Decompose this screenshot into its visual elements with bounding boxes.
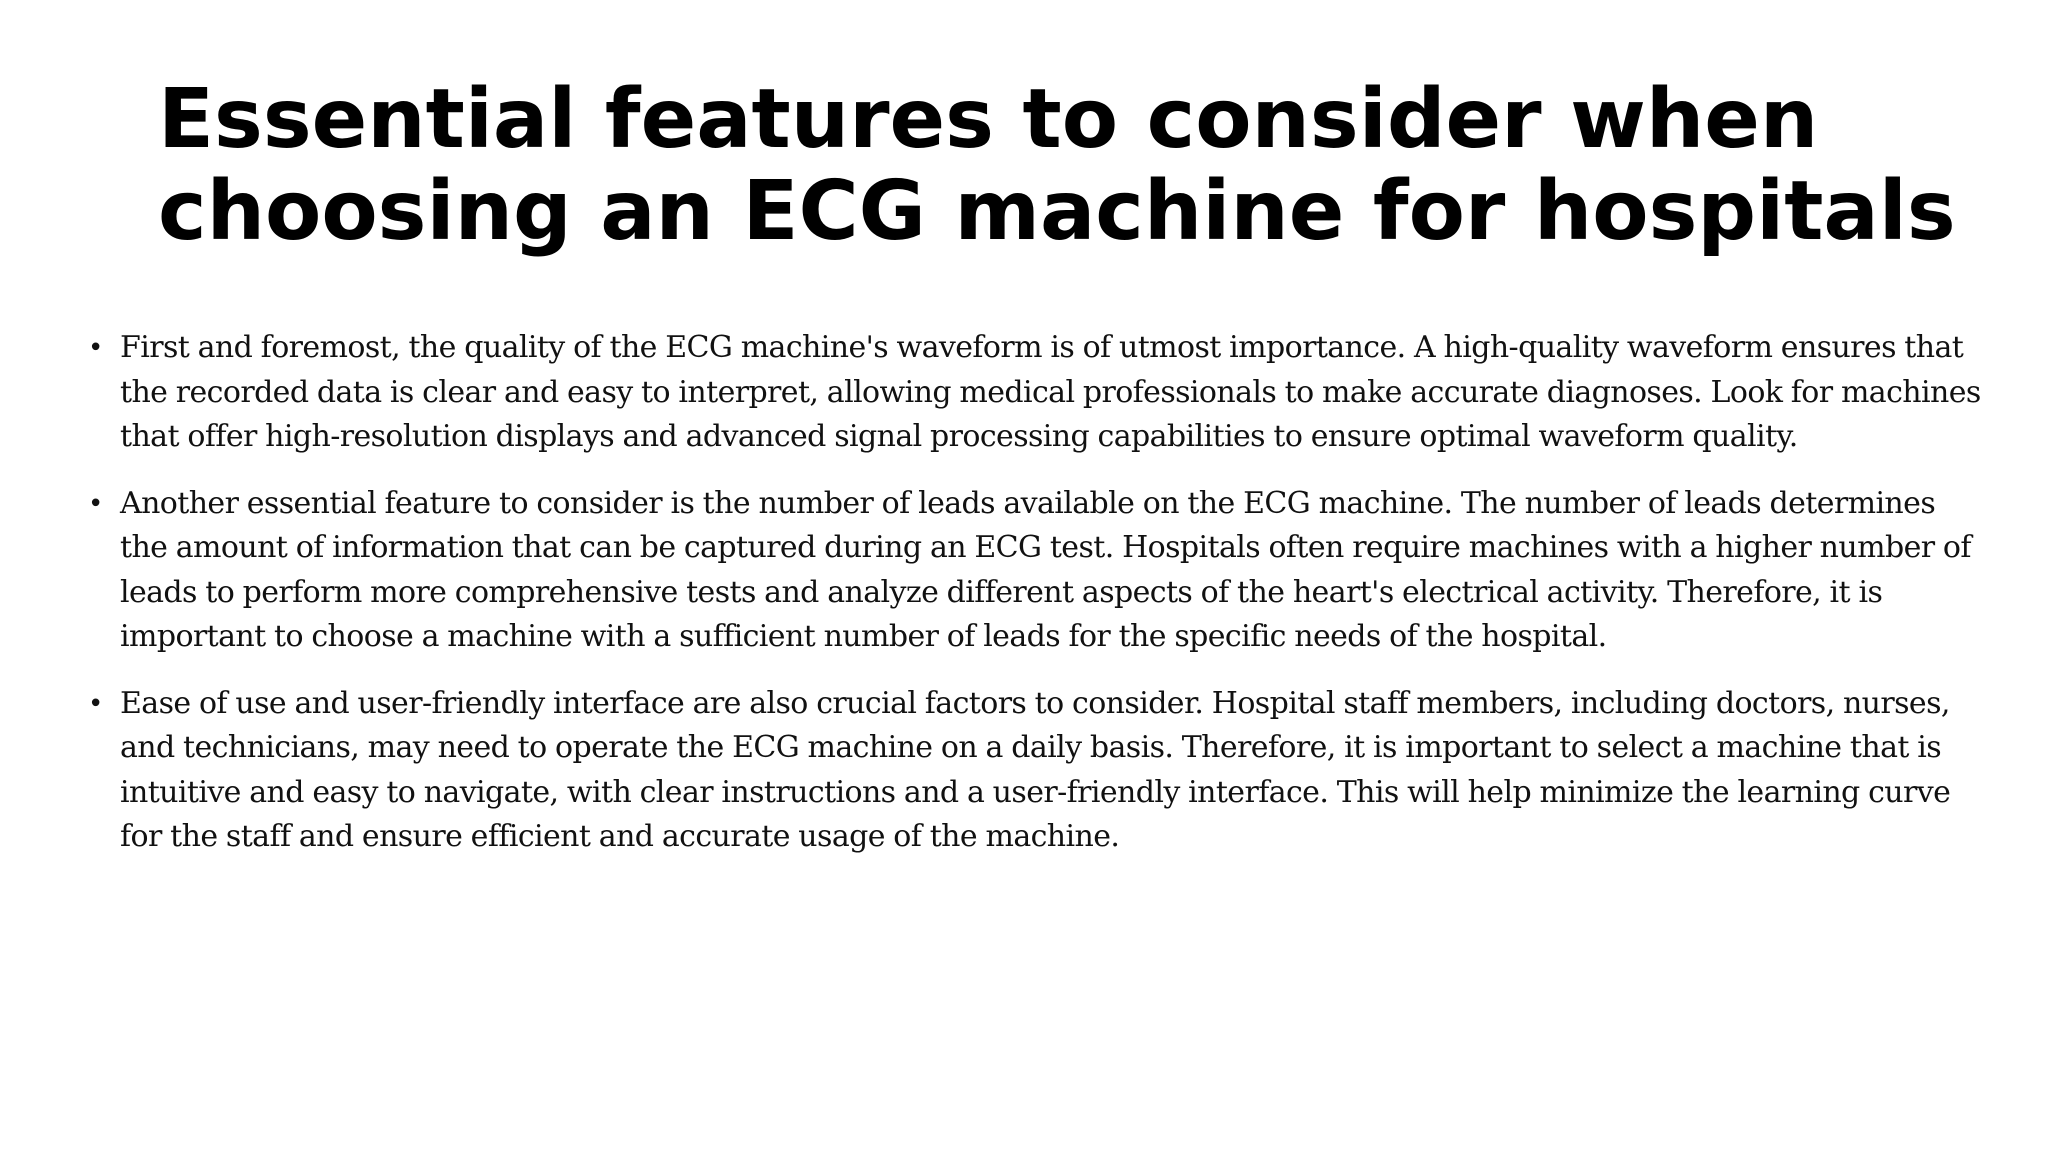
list-item [84, 482, 1984, 660]
bullet-marker: • [88, 688, 104, 719]
bullet-text: Ease of use and user-friendly interface are also crucial factors to consider. Hospital staff members, including doctors, nurses, and technicians, may need to operate the ECG machine on a daily basis. Therefore, it is important to select a machine that is intuitive and easy to navigate, with clear instructions and a user-friendly interface. This will help minimize the learning curve for the staff and ensure efficient and accurate usage of the machine. [120, 685, 1951, 854]
bullet-list [84, 326, 1984, 882]
bullet-text: Another essential feature to consider is the number of leads available on the ECG machine. The number of leads determines the amount of information that can be captured during an ECG test. Hospitals often require machines with a higher number of leads to perform more comprehensive tests and analyze different aspects of the heart's electrical activity. Therefore, it is important to choose a machine with a sufficient number of leads for the specific needs of the hospital. [120, 485, 1971, 654]
bullet-text: First and foremost, the quality of the ECG machine's waveform is of utmost importance. A high-quality waveform ensures that the recorded data is clear and easy to interpret, allowing medical professionals to make accurate diagnoses. Look for machines that offer high-resolution displays and advanced signal processing capabilities to ensure optimal waveform quality. [120, 330, 1981, 454]
slide-title: Essential features to consider when choosing an ECG machine for hospitals [158, 72, 1956, 259]
list-item [84, 682, 1984, 860]
list-item [84, 326, 1984, 460]
bullet-marker: • [88, 488, 104, 519]
bullet-marker: • [88, 333, 104, 363]
